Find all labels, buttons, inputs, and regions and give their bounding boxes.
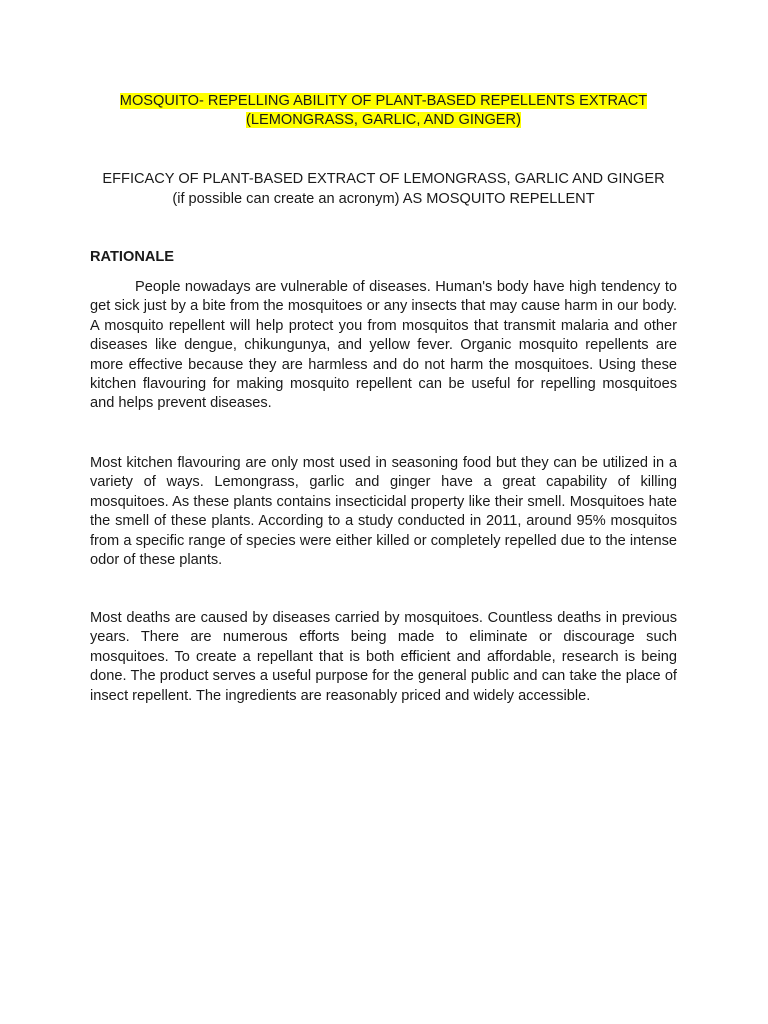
- section-heading-rationale: RATIONALE: [90, 249, 175, 265]
- document-title: [90, 92, 677, 131]
- paragraph-1: People nowadays are vulnerable of diseases. Human's body have high tendency to get sick just by a bite from the mosquitoes or any insects that may cause harm in our body. A mosquito repellent will help protect you from mosquitos that transmit malaria and other diseases like dengue, chikungunya, and yellow fever. Organic mosquito repellents are more effective because they are harmless and do not harm the mosquitoes. Using these kitchen flavouring for making mosquito repellent can be useful for repelling mosquitoes and helps prevent diseases.: [90, 279, 677, 412]
- paragraph-2: Most kitchen flavouring are only most used in seasoning food but they can be utilized in a variety of ways. Lemongrass, garlic and ginger have a great capability of killing mosquitoes. As these plants contains insecticidal property like their smell. Mosquitoes hate the smell of these plants. According to a study conducted in 2011, around 95% mosquitos from a specific range of species were either killed or completely repelled due to the intense odor of these plants.: [90, 455, 677, 569]
- subtitle-line-1: EFFICACY OF PLANT-BASED EXTRACT OF LEMONGRASS, GARLIC AND GINGER: [102, 171, 665, 187]
- document-subtitle: [90, 170, 677, 209]
- title-line-2: (LEMONGRASS, GARLIC, AND GINGER): [246, 112, 521, 129]
- title-line-1: MOSQUITO- REPELLING ABILITY OF PLANT-BASED REPELLENTS EXTRACT: [119, 93, 648, 109]
- subtitle-line-2: (if possible can create an acronym) AS MOSQUITO REPELLENT: [172, 190, 595, 207]
- paragraph-3: Most deaths are caused by diseases carried by mosquitoes. Countless deaths in previous years. There are numerous efforts being made to eliminate or discourage such mosquitoes. To create a repellant that is both efficient and affordable, research is being done. The product serves a useful purpose for the general public and can take the place of insect repellent. The ingredients are reasonably priced and widely accessible.: [90, 610, 677, 704]
